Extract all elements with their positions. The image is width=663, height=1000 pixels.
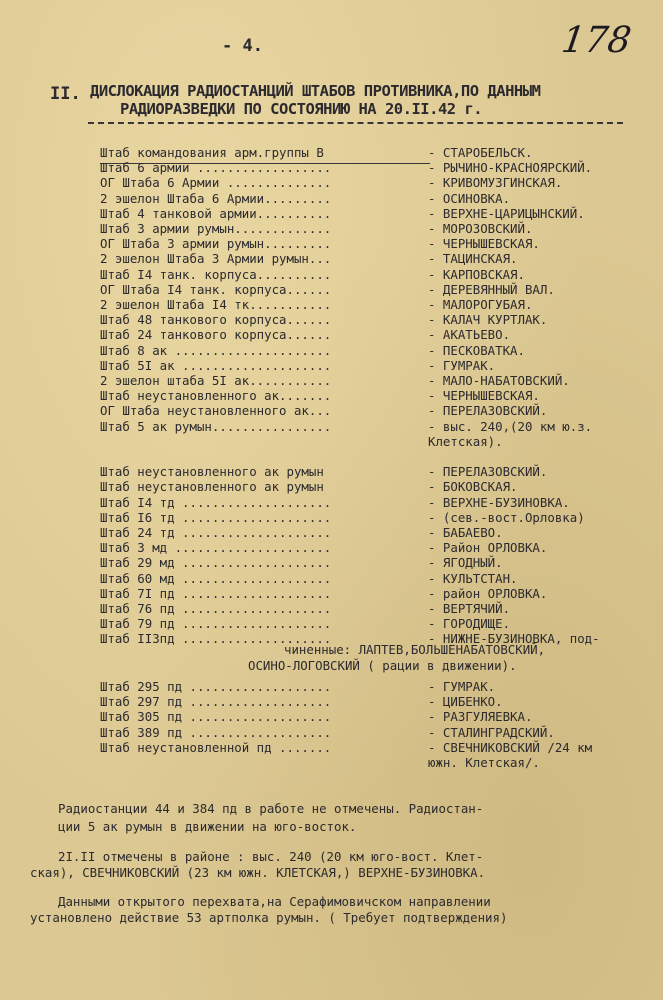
unit-name: Штаб 29 мд .................... xyxy=(100,555,332,571)
location-name: - КРИВОМУЗГИНСКАЯ. xyxy=(428,175,563,191)
location-name: - СТАРОБЕЛЬСК. xyxy=(428,145,533,160)
unit-name: Штаб 24 тд .................... xyxy=(100,525,332,540)
paragraph-1-line-1: Радиостанции 44 и 384 пд в работе не отмечены. Радиостан- xyxy=(58,801,484,816)
unit-name: Штаб 3 армии румын............. xyxy=(100,221,332,236)
unit-name: 2 эшелон Штаба 3 Армии румын... xyxy=(100,251,332,267)
paragraph-3-line-2: установлено действие 53 артполка румын. ( Требует подтверждения) xyxy=(30,910,508,925)
unit-name: Штаб 389 пд ................... xyxy=(100,724,332,740)
unit-name: Штаб 3 мд ..................... xyxy=(100,540,332,556)
unit-name: Штаб неустановленного ак румын xyxy=(100,479,324,495)
unit-name: Штаб 48 танкового корпуса...... xyxy=(100,312,332,328)
section-number: II. xyxy=(50,84,81,104)
location-name: - ГУМРАК. xyxy=(428,679,496,694)
location-name: - ВЕРХНЕ-БУЗИНОВКА. xyxy=(428,494,570,510)
location-name: - ПЕРЕЛАЗОВСКИЙ. xyxy=(428,464,548,480)
unit-name: Штаб неустановленного ак румын xyxy=(100,464,324,480)
unit-name: ОГ Штаба I4 танк. корпуса...... xyxy=(100,281,332,297)
location-name: - ЯГОДНЫЙ. xyxy=(428,555,503,571)
list-item xyxy=(0,709,663,725)
unit-name: ОГ Штаба 3 армии румын......... xyxy=(100,236,332,252)
location-name: - РЫЧИНО-КРАСНОЯРСКИЙ. xyxy=(428,160,593,176)
unit-name: Штаб 4 танковой армии.......... xyxy=(100,205,332,221)
unit-name: Штаб 7I пд .................... xyxy=(100,585,332,601)
location-name: - СТАЛИНГРАДСКИЙ. xyxy=(428,724,555,740)
paragraph-1-line-2: ции 5 ак румын в движении на юго-восток. xyxy=(58,819,357,834)
unit-name: Штаб 305 пд ................... xyxy=(100,709,332,725)
location-name: - МОРОЗОВСКИЙ. xyxy=(428,221,533,236)
location-name: - КАЛАЧ КУРТЛАК. xyxy=(428,312,548,328)
location-name: - КУЛЬТСТАН. xyxy=(428,570,518,586)
unit-name: Штаб I4 тд .................... xyxy=(100,494,332,510)
unit-name: Штаб 60 мд .................... xyxy=(100,570,332,586)
continuation-line-2: ОСИНО-ЛОГОВСКИЙ ( рации в движении). xyxy=(248,658,517,673)
location-name: - СВЕЧНИКОВСКИЙ /24 км xyxy=(428,739,593,755)
location-name: - ПЕРЕЛАЗОВСКИЙ. xyxy=(428,403,548,419)
unit-name: Штаб 79 пд .................... xyxy=(100,616,332,632)
location-name: - ДЕРЕВЯННЫЙ ВАЛ. xyxy=(428,281,555,297)
unit-name: Штаб командования арм.группы В xyxy=(100,145,324,160)
unit-name: Штаб неустановленного ак....... xyxy=(100,388,332,404)
location-name: - ВЕРХНЕ-ЦАРИЦЫНСКИЙ. xyxy=(428,205,585,221)
list-item xyxy=(0,694,663,710)
unit-name: Штаб неустановленной пд ....... xyxy=(100,739,332,755)
location-name: - БАБАЕВО. xyxy=(428,525,503,540)
location-name: - РАЗГУЛЯЕВКА. xyxy=(428,709,533,725)
location-name: - выс. 240,(20 км ю.з. xyxy=(428,418,593,434)
location-name: - КАРПОВСКАЯ. xyxy=(428,266,525,282)
unit-name: ОГ Штаба неустановленного ак... xyxy=(100,403,332,419)
unit-name: 2 эшелон Штаба 6 Армии......... xyxy=(100,190,332,206)
document-title-line-1: ДИСЛОКАЦИЯ РАДИОСТАНЦИЙ ШТАБОВ ПРОТИВНИКА,ПО ДАННЫМ xyxy=(90,82,541,100)
unit-name: Штаб 5I ак .................... xyxy=(100,357,332,373)
unit-name: Штаб 24 танкового корпуса...... xyxy=(100,327,332,343)
paragraph-2-line-1: 2I.II отмечены в районе : выс. 240 (20 км юго-вост. Клет- xyxy=(58,849,484,864)
unit-name: Штаб 297 пд ................... xyxy=(100,694,332,710)
unit-name: Штаб 5 ак румын................ xyxy=(100,418,332,434)
location-name: - район ОРЛОВКА. xyxy=(428,585,548,601)
unit-name: Штаб II3пд .................... xyxy=(100,631,332,647)
location-name: - МАЛОРОГУБАЯ. xyxy=(428,297,533,312)
paragraph-2-line-2: ская), СВЕЧНИКОВСКИЙ (23 км южн. КЛЕТСКАЯ,) ВЕРХНЕ-БУЗИНОВКА. xyxy=(30,865,486,880)
unit-name: Штаб 295 пд ................... xyxy=(100,679,332,694)
list-item xyxy=(0,725,663,741)
handwritten-page-number: 178 xyxy=(559,20,634,61)
list-item xyxy=(0,740,663,756)
location-name: - ОСИНОВКА. xyxy=(428,190,511,206)
continuation-line-1: чиненные: ЛАПТЕВ,БОЛЬШЕНАБАТОВСКИЙ, xyxy=(284,642,546,657)
unit-name: Штаб I4 танк. корпуса.......... xyxy=(100,266,332,282)
list-item xyxy=(0,755,663,771)
location-name: - ВЕРТЯЧИЙ. xyxy=(428,601,511,616)
unit-name: Штаб I6 тд .................... xyxy=(100,509,332,525)
paragraph-3-line-1: Данными открытого перехвата,на Серафимовичском направлении xyxy=(58,894,491,909)
location-name: - ПЕСКОВАТКА. xyxy=(428,342,525,358)
unit-name: 2 эшелон штаба 5I ак........... xyxy=(100,373,332,388)
list-item xyxy=(0,679,663,695)
location-name: - БОКОВСКАЯ. xyxy=(428,479,518,495)
location-name: - ЧЕРНЫШЕВСКАЯ. xyxy=(428,388,540,404)
location-name: - ГОРОДИЩЕ. xyxy=(428,616,511,632)
unit-name: Штаб 76 пд .................... xyxy=(100,601,332,616)
unit-name: ОГ Штаба 6 Армии .............. xyxy=(100,175,332,191)
location-name: Клетская). xyxy=(428,433,503,449)
unit-name: Штаб 6 армии .................. xyxy=(100,160,332,176)
unit-name: Штаб 8 ак ..................... xyxy=(100,342,332,358)
location-name: - ЧЕРНЫШЕВСКАЯ. xyxy=(428,236,540,252)
location-name: - ТАЦИНСКАЯ. xyxy=(428,251,518,267)
location-name: южн. Клетская/. xyxy=(428,755,540,770)
location-name: - ГУМРАК. xyxy=(428,357,496,373)
location-name: - НИЖНЕ-БУЗИНОВКА, под- xyxy=(428,631,600,647)
unit-name: 2 эшелон Штаба I4 тк........... xyxy=(100,297,332,312)
location-name: - ЦИБЕНКО. xyxy=(428,694,503,710)
location-name: - Район ОРЛОВКА. xyxy=(428,540,548,556)
page-number: - 4. xyxy=(222,36,263,56)
location-name: - (сев.-вост.Орловка) xyxy=(428,509,585,525)
document-title-line-2: РАДИОРАЗВЕДКИ ПО СОСТОЯНИЮ НА 20.II.42 г. xyxy=(120,100,483,118)
location-name: - АКАТЬЕВО. xyxy=(428,327,511,343)
location-name: - МАЛО-НАБАТОВСКИЙ. xyxy=(428,373,570,388)
